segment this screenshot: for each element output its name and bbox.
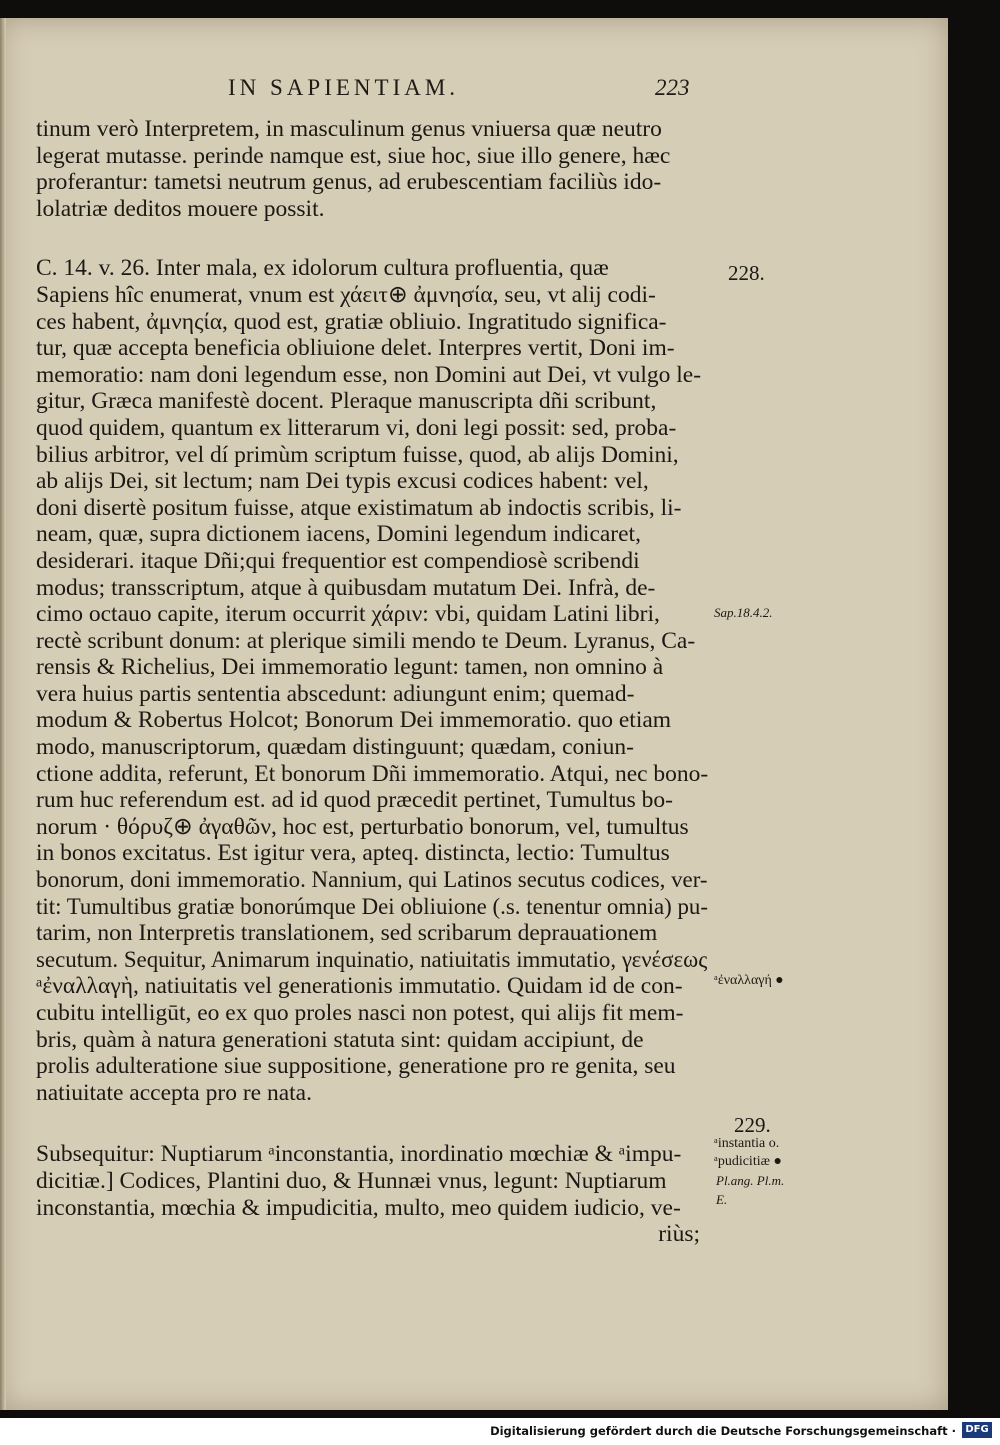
page-header bbox=[0, 75, 948, 105]
text-line: tarim, non Interpretis translationem, sed scribarum deprauationem bbox=[36, 920, 658, 947]
paragraph-2 bbox=[36, 255, 708, 1106]
margin-note-pudicitiae: ᵃpudicitiæ ● bbox=[714, 1154, 782, 1169]
text-line: tit: Tumultibus gratiæ bonorúmque Dei obliuione (.s. tenentur omnia) pu- bbox=[36, 893, 708, 920]
text-line: legerat mutasse. perinde namque est, siue hoc, siue illo genere, hæc bbox=[36, 142, 671, 169]
text-line: dicitiæ.] Codices, Plantini duo, & Hunnæi vnus, legunt: Nuptiarum bbox=[36, 1167, 667, 1194]
text-line: proferantur: tametsi neutrum genus, ad erubescentiam faciliùs ido- bbox=[36, 169, 662, 196]
text-line: modus; transscriptum, atque à quibusdam mutatum Dei. Infrà, de- bbox=[36, 574, 656, 601]
margin-note-229: 229. bbox=[734, 1113, 771, 1137]
text-line: gitur, Græca manifestè docent. Pleraque manuscripta dñi scribunt, bbox=[36, 388, 657, 415]
margin-note-instantia: ᵃinstantia o. bbox=[714, 1136, 780, 1151]
text-line: norum · θόρυζ⊕ ἀγαθῶν, hoc est, perturbatio bonorum, vel, tumultus bbox=[36, 813, 689, 840]
funding-credit: Digitalisierung gefördert durch die Deutsche Forschungsgemeinschaft · bbox=[490, 1424, 956, 1438]
text-line: prolis adulteratione siue suppositione, generatione pro re genita, seu bbox=[36, 1053, 676, 1080]
text-line: memoratio: nam doni legendum esse, non Domini aut Dei, vt vulgo le- bbox=[36, 361, 702, 388]
text-line: bilius arbitror, vel dí primùm scriptum fuisse, quod, ab alijs Domini, bbox=[36, 441, 679, 468]
text-line: C. 14. v. 26. Inter mala, ex idolorum cultura profluentia, quæ bbox=[36, 255, 609, 282]
margin-note-sap: Sap.18.4.2. bbox=[714, 605, 773, 620]
text-line: rectè scribunt donum: at plerique simili mendo te Deum. Lyranus, Ca- bbox=[36, 627, 696, 654]
text-line: in bonos excitatus. Est igitur vera, apteq. distincta, lectio: Tumultus bbox=[36, 840, 670, 867]
text-line: rum huc referendum est. ad id quod præcedit pertinet, Tumultus bo- bbox=[36, 787, 674, 814]
text-line: ctione addita, referunt, Et bonorum Dñi immemoratio. Atqui, nec bono- bbox=[36, 760, 709, 787]
text-line: modum & Robertus Holcot; Bonorum Dei immemoratio. quo etiam bbox=[36, 707, 672, 734]
text-line: Subsequitur: Nuptiarum ᵃinconstantia, inordinatio mœchiæ & ᵃimpu- bbox=[36, 1141, 682, 1168]
text-line: vera huius partis sententia abscedunt: adiungunt enim; quemad- bbox=[36, 680, 635, 707]
paragraph-1 bbox=[36, 116, 708, 222]
text-line: Sapiens hîc enumerat, vnum est χάειτ⊕ ἀμνησία, seu, vt alij codi- bbox=[36, 281, 656, 308]
text-line: secutum. Sequitur, Animarum inquinatio, natiuitatis immutatio, γενέσεως bbox=[36, 946, 708, 973]
text-line: cimo octauo capite, iterum occurrit χάριν: vbi, quidam Latini libri, bbox=[36, 601, 660, 628]
text-line: ᵃἐναλλαγὴ, natiuitatis vel generationis immutatio. Quidam id de con- bbox=[36, 973, 683, 1000]
dfg-logo-icon: DFG bbox=[962, 1422, 992, 1438]
scanned-page bbox=[0, 18, 948, 1410]
body-text bbox=[36, 116, 708, 1248]
text-line: tur, quæ accepta beneficia obliuione delet. Interpres vertit, Doni im- bbox=[36, 335, 675, 362]
text-line: natiuitate accepta pro re nata. bbox=[36, 1079, 312, 1106]
paragraph-3 bbox=[36, 1141, 708, 1247]
page-fold-shadow bbox=[0, 18, 6, 1410]
margin-note-228: 228. bbox=[728, 261, 765, 285]
margin-note-e: E. bbox=[716, 1192, 728, 1207]
text-line: cubitu intelligūt, eo ex quo proles nasci non potest, qui alijs fit mem- bbox=[36, 1000, 684, 1026]
text-line: desiderari. itaque Dñi;qui frequentior est compendiosè scribendi bbox=[36, 547, 640, 574]
text-line: bris, quàm à natura generationi statuta sint: quidam accipiunt, de bbox=[36, 1026, 644, 1053]
margin-note-plang: Pl.ang. Pl.m. bbox=[716, 1173, 785, 1188]
margin-note-greek: ᵃἐναλλαγή ● bbox=[714, 973, 784, 988]
text-line: riùs; bbox=[658, 1221, 700, 1248]
page-number: 223 bbox=[655, 75, 690, 100]
text-line: modo, manuscriptorum, quædam distinguunt; quædam, coniun- bbox=[36, 734, 634, 761]
text-line: quod quidem, quantum ex litterarum vi, doni legi possit: sed, proba- bbox=[36, 414, 677, 441]
text-line: neam, quæ, supra dictionem iacens, Domini legendum indicaret, bbox=[36, 521, 641, 548]
text-line: tinum verò Interpretem, in masculinum genus vniuersa quæ neutro bbox=[36, 116, 662, 142]
text-line: inconstantia, mœchia & impudicitia, multo, meo quidem iudicio, ve- bbox=[36, 1194, 681, 1221]
text-line: bonorum, doni immemoratio. Nannium, qui Latinos secutus codices, ver- bbox=[36, 867, 708, 894]
text-line: lolatriæ deditos mouere possit. bbox=[36, 195, 325, 222]
text-line: rensis & Richelius, Dei immemoratio legunt: tamen, non omnino à bbox=[36, 654, 664, 681]
text-line: ces habent, ἀμνηςία, quod est, gratiæ obliuio. Ingratitudo significa- bbox=[36, 308, 667, 335]
running-title: IN SAPIENTIAM. bbox=[228, 75, 460, 100]
text-line: doni disertè positum fuisse, atque existimatum ab indoctis scribis, li- bbox=[36, 494, 682, 521]
text-line: ab alijs Dei, sit lectum; nam Dei typis excusi codices habent: vel, bbox=[36, 468, 649, 495]
footer-bar bbox=[0, 1418, 1000, 1445]
